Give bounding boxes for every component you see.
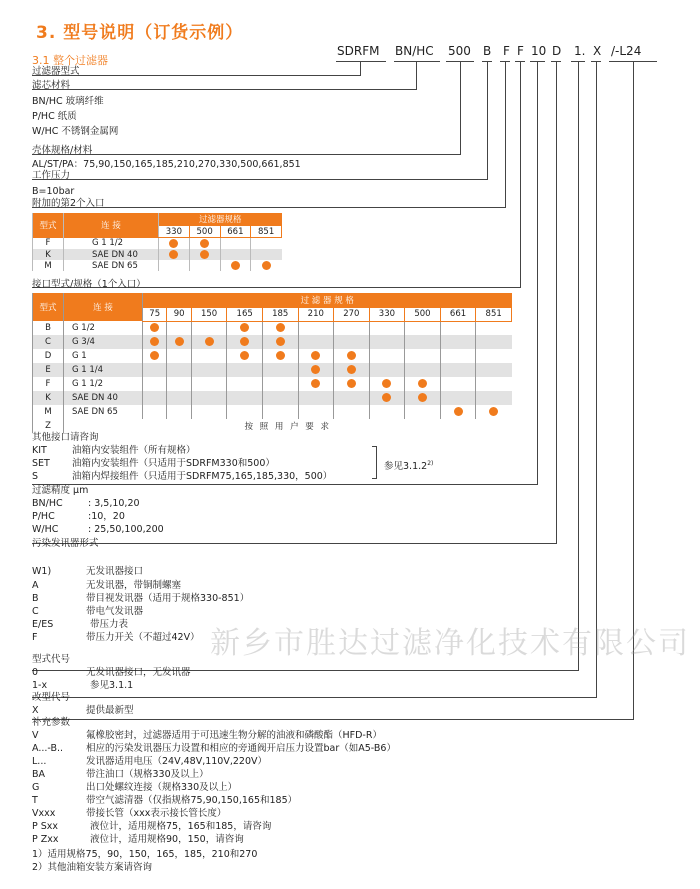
available-dot [175, 337, 184, 346]
t1-size-cell [189, 249, 220, 260]
precision-whc-key: W/HC [32, 524, 59, 535]
available-dot [311, 365, 320, 374]
t2-size-cell [167, 335, 191, 349]
indicator-title: 污染发讯器形式 [32, 538, 99, 549]
supp-value: 带注油口（规格330及以上） [86, 769, 209, 780]
t1-size-cell [159, 260, 190, 271]
available-dot [347, 365, 356, 374]
t2-type-cell: F [33, 377, 64, 391]
code-fineness: 10 [531, 44, 547, 58]
typecode-value: 无发讯器接口，无发讯器 [86, 667, 191, 678]
t1-type-cell: M [33, 260, 64, 271]
code-type: 1. [574, 44, 586, 58]
available-dot [169, 239, 178, 248]
table-row [33, 363, 512, 377]
second-inlet-table [32, 213, 282, 271]
code-pressure: B [483, 44, 492, 58]
supp-value: 液位计，适用规格75，165和185，请咨询 [90, 821, 272, 832]
t2-size-cell [334, 363, 370, 377]
label-second-inlet: 附加的第2个入口 [32, 198, 105, 209]
table-row [33, 377, 512, 391]
housing-sizes: AL/ST/PA：75,90,150,165,185,210,270,330,500,661,851 [32, 159, 301, 170]
available-dot [200, 250, 209, 259]
t2-size-cell [262, 363, 298, 377]
supp-key: P Zxx [32, 834, 59, 845]
t2-head-spec: 过 滤 器 规 格 [143, 293, 512, 307]
t2-size-cell [334, 349, 370, 363]
t2-size-cell [298, 321, 334, 335]
code-series: SDRFM [337, 44, 380, 58]
t2-size-header: 165 [227, 307, 263, 321]
t1-size-header: 661 [220, 226, 251, 238]
t2-size-cell [227, 321, 263, 335]
material-whc: W/HC 不锈钢金属网 [32, 126, 119, 137]
available-dot [169, 250, 178, 259]
t2-size-header: 185 [262, 307, 298, 321]
t2-size-cell [440, 391, 476, 405]
code-indicator: D [552, 44, 562, 58]
indicator-value: 带压力表 [90, 619, 129, 630]
t2-size-cell [334, 405, 370, 419]
t2-type-cell: E [33, 363, 64, 377]
t2-size-cell [167, 349, 191, 363]
indicator-key: W1) [32, 566, 52, 577]
t1-size-cell [159, 249, 190, 260]
supp-value: 出口处螺纹连接（规格330及以上） [86, 782, 238, 793]
t1-conn-cell: SAE DN 40 [64, 249, 159, 260]
t1-conn-cell: SAE DN 65 [64, 260, 159, 271]
t1-head-type: 型式 [33, 213, 64, 238]
t2-conn-cell: G 1 1/2 [64, 377, 143, 391]
t2-type-cell: Z [33, 419, 64, 433]
indicator-value: 无发讯器，带铜制螺塞 [86, 580, 182, 591]
indicator-key: F [32, 632, 38, 643]
t1-size-cell [189, 260, 220, 271]
precision-phc-key: P/HC [32, 511, 55, 522]
t2-size-cell [369, 377, 405, 391]
supp-title: 补充参数 [32, 717, 71, 728]
table2-title: 接口型式/规格（1个入口） [32, 279, 146, 290]
t2-size-cell [298, 405, 334, 419]
supp-value: 相应的污染发讯器压力设置和相应的旁通阀开启压力设置bar（如A5-B6） [86, 743, 396, 754]
other-kit-value: 油箱内安装组件（所有规格） [72, 445, 196, 456]
t2-size-cell [143, 391, 167, 405]
table-row [33, 419, 512, 433]
t2-size-cell [191, 391, 227, 405]
t2-size-cell [167, 377, 191, 391]
t2-size-cell [405, 391, 441, 405]
t2-size-cell [440, 405, 476, 419]
indicator-value: 带电气发讯器 [86, 606, 144, 617]
t2-size-cell [167, 363, 191, 377]
label-element-material: 滤芯材料 [32, 80, 71, 91]
t2-size-header: 851 [476, 307, 512, 321]
t2-size-cell [369, 405, 405, 419]
modcode-title: 改型代号 [32, 692, 71, 703]
inlet-table [32, 293, 512, 433]
t2-size-cell [191, 335, 227, 349]
t2-size-cell [298, 349, 334, 363]
t2-size-cell [227, 363, 263, 377]
page-title: 3. 型号说明（订货示例） [36, 23, 244, 43]
t2-size-header: 330 [369, 307, 405, 321]
indicator-value: 带目视发讯器（适用于规格330-851） [86, 593, 250, 604]
t2-size-cell [405, 363, 441, 377]
t1-size-cell [220, 238, 251, 250]
table-row [33, 238, 282, 250]
t2-z-note: 按 照 用 户 要 求 [64, 419, 512, 433]
available-dot [150, 337, 159, 346]
code-mod: X [593, 44, 602, 58]
t2-size-header: 210 [298, 307, 334, 321]
t2-size-header: 270 [334, 307, 370, 321]
supp-key: V [32, 730, 39, 741]
t1-size-cell [159, 238, 190, 250]
t2-size-cell [440, 321, 476, 335]
t2-size-cell [191, 349, 227, 363]
t1-head-spec: 过滤器规格 [159, 213, 282, 226]
t2-size-cell [476, 321, 512, 335]
available-dot [240, 323, 249, 332]
t1-size-cell [220, 260, 251, 271]
precision-phc-value: :10，20 [88, 511, 125, 522]
modcode-value: 提供最新型 [86, 705, 134, 716]
t2-size-cell [476, 405, 512, 419]
t2-size-cell [334, 335, 370, 349]
typecode-value: 参见3.1.1 [90, 680, 134, 691]
t2-conn-cell: G 3/4 [64, 335, 143, 349]
t2-size-cell [369, 321, 405, 335]
t2-size-cell [405, 377, 441, 391]
label-housing: 壳体规格/材料 [32, 145, 93, 156]
t2-size-cell [405, 349, 441, 363]
t2-size-cell [405, 405, 441, 419]
footnote-2: 2）其他油箱安装方案请咨询 [32, 862, 153, 873]
t2-size-cell [334, 391, 370, 405]
available-dot [311, 379, 320, 388]
other-set-value: 油箱内安装组件（只适用于SDRFM330和500） [72, 458, 275, 469]
supp-key: T [32, 795, 38, 806]
t1-size-cell [220, 249, 251, 260]
t2-size-cell [191, 377, 227, 391]
t2-size-cell [369, 349, 405, 363]
typecode-key: 1-x [32, 680, 48, 691]
t2-conn-cell: G 1/2 [64, 321, 143, 335]
material-bnhc: BN/HC 玻璃纤维 [32, 96, 104, 107]
precision-bnhc-key: BN/HC [32, 498, 63, 509]
t1-conn-cell: G 1 1/2 [64, 238, 159, 250]
t2-size-cell [440, 377, 476, 391]
available-dot [347, 379, 356, 388]
pressure-value: B=10bar [32, 186, 75, 197]
t2-size-cell [227, 377, 263, 391]
supp-value: 氟橡胶密封，过滤器适用于可迅速生物分解的油液和磷酸酯（HFD-R） [86, 730, 382, 741]
t2-size-cell [191, 405, 227, 419]
t2-size-cell [440, 363, 476, 377]
t2-size-header: 500 [405, 307, 441, 321]
indicator-key: E/ES [32, 619, 54, 630]
t2-size-cell [143, 335, 167, 349]
available-dot [200, 239, 209, 248]
t2-size-cell [476, 349, 512, 363]
t2-conn-cell: SAE DN 65 [64, 405, 143, 419]
t2-size-cell [476, 335, 512, 349]
t2-size-cell [227, 335, 263, 349]
t2-type-cell: B [33, 321, 64, 335]
code-element: BN/HC [395, 44, 434, 58]
t1-size-cell [251, 249, 282, 260]
modcode-key: X [32, 705, 39, 716]
table-row [33, 260, 282, 271]
available-dot [311, 351, 320, 360]
table-row [33, 405, 512, 419]
material-phc: P/HC 纸质 [32, 111, 77, 122]
t2-size-cell [167, 321, 191, 335]
indicator-key: C [32, 606, 39, 617]
t1-type-cell: K [33, 249, 64, 260]
supp-key: Vxxx [32, 808, 56, 819]
t1-size-cell [251, 238, 282, 250]
other-title: 其他接口请咨询 [32, 432, 99, 443]
label-pressure: 工作压力 [32, 170, 71, 181]
indicator-value: 无发讯器接口 [86, 566, 144, 577]
t1-size-header: 851 [251, 226, 282, 238]
table-row [33, 391, 512, 405]
t2-size-cell [262, 377, 298, 391]
available-dot [231, 261, 240, 270]
t2-size-cell [334, 321, 370, 335]
t2-conn-cell: SAE DN 40 [64, 391, 143, 405]
t2-size-cell [440, 349, 476, 363]
available-dot [205, 337, 214, 346]
available-dot [276, 323, 285, 332]
section-title: 3.1 整个过滤器 [32, 54, 108, 67]
t2-size-cell [334, 377, 370, 391]
supp-value: 带接长管（xxx表示接长管长度） [86, 808, 227, 819]
t2-size-cell [143, 377, 167, 391]
t1-size-header: 330 [159, 226, 190, 238]
t2-size-header: 150 [191, 307, 227, 321]
precision-whc-value: : 25,50,100,200 [88, 524, 164, 535]
code-inlet2: F [503, 44, 510, 58]
t2-type-cell: K [33, 391, 64, 405]
typecode-title: 型式代号 [32, 654, 71, 665]
t2-size-cell [369, 363, 405, 377]
indicator-key: B [32, 593, 39, 604]
t2-conn-cell: G 1 [64, 349, 143, 363]
t2-size-cell [476, 391, 512, 405]
available-dot [150, 351, 159, 360]
available-dot [382, 393, 391, 402]
available-dot [240, 337, 249, 346]
t1-size-cell [189, 238, 220, 250]
other-set-key: SET [32, 458, 50, 469]
t2-size-cell [262, 391, 298, 405]
t2-size-cell [143, 363, 167, 377]
t1-size-header: 500 [189, 226, 220, 238]
t2-size-header: 90 [167, 307, 191, 321]
table-row [33, 335, 512, 349]
indicator-key: A [32, 580, 39, 591]
t2-size-cell [298, 391, 334, 405]
supp-value: 液位计，适用规格90，150，请咨询 [90, 834, 244, 845]
t2-type-cell: M [33, 405, 64, 419]
code-size: 500 [448, 44, 471, 58]
table-row [33, 321, 512, 335]
available-dot [454, 407, 463, 416]
footnote-1: 1）适用规格75，90，150，165，185，210和270 [32, 849, 258, 860]
available-dot [489, 407, 498, 416]
t2-size-cell [440, 335, 476, 349]
t2-size-cell [262, 335, 298, 349]
t2-size-cell [227, 349, 263, 363]
other-ref: 参见3.1.2$^{2)}$ [384, 460, 434, 473]
t2-size-header: 661 [440, 307, 476, 321]
available-dot [262, 261, 271, 270]
t2-size-cell [191, 321, 227, 335]
t2-head-type: 型式 [33, 293, 64, 321]
supp-key: P Sxx [32, 821, 59, 832]
table-row [33, 349, 512, 363]
supp-key: BA [32, 769, 46, 780]
available-dot [276, 337, 285, 346]
t2-head-conn: 连 接 [64, 293, 143, 321]
t2-size-cell [167, 391, 191, 405]
t2-size-cell [369, 391, 405, 405]
t2-size-cell [143, 349, 167, 363]
t2-size-cell [262, 405, 298, 419]
t2-size-cell [298, 363, 334, 377]
t2-conn-cell: G 1 1/4 [64, 363, 143, 377]
other-s-value: 油箱内焊接组件（只适用于SDRFM75,165,185,330，500） [72, 471, 333, 482]
t2-size-cell [143, 405, 167, 419]
t2-size-cell [298, 377, 334, 391]
supp-key: L... [32, 756, 47, 767]
t2-size-cell [191, 363, 227, 377]
t2-size-cell [405, 335, 441, 349]
available-dot [347, 351, 356, 360]
supp-value: 发讯器适用电压（24V,48V,110V,220V） [86, 756, 267, 767]
available-dot [240, 351, 249, 360]
t1-head-conn: 连 接 [64, 213, 159, 238]
t2-size-cell [143, 321, 167, 335]
t2-size-cell [227, 405, 263, 419]
other-kit-key: KIT [32, 445, 47, 456]
t2-size-cell [369, 335, 405, 349]
t2-size-cell [476, 363, 512, 377]
t1-type-cell: F [33, 238, 64, 250]
t2-size-header: 75 [143, 307, 167, 321]
t2-size-cell [262, 349, 298, 363]
precision-title: 过滤精度 μm [32, 485, 89, 496]
code-inlet: F [517, 44, 524, 58]
available-dot [276, 351, 285, 360]
code-supp: /-L24 [611, 44, 642, 58]
t2-size-cell [262, 321, 298, 335]
t1-size-cell [251, 260, 282, 271]
t2-size-cell [476, 377, 512, 391]
table-row [33, 249, 282, 260]
t2-size-cell [298, 335, 334, 349]
available-dot [382, 379, 391, 388]
available-dot [150, 323, 159, 332]
t2-size-cell [405, 321, 441, 335]
t2-type-cell: D [33, 349, 64, 363]
t2-size-cell [167, 405, 191, 419]
label-filter-type: 过滤器型式 [32, 66, 80, 77]
available-dot [418, 379, 427, 388]
other-s-key: S [32, 471, 39, 482]
precision-bnhc-value: : 3,5,10,20 [88, 498, 140, 509]
t2-size-cell [227, 391, 263, 405]
typecode-key: 0 [32, 667, 39, 678]
watermark: 新乡市胜达过滤净化技术有限公司 [210, 626, 690, 661]
available-dot [418, 393, 427, 402]
supp-key: A...-B.. [32, 743, 64, 754]
supp-key: G [32, 782, 40, 793]
t2-type-cell: C [33, 335, 64, 349]
supp-value: 带空气滤清器（仅指规格75,90,150,165和185） [86, 795, 298, 806]
indicator-value: 带压力开关（不超过42V） [86, 632, 200, 643]
